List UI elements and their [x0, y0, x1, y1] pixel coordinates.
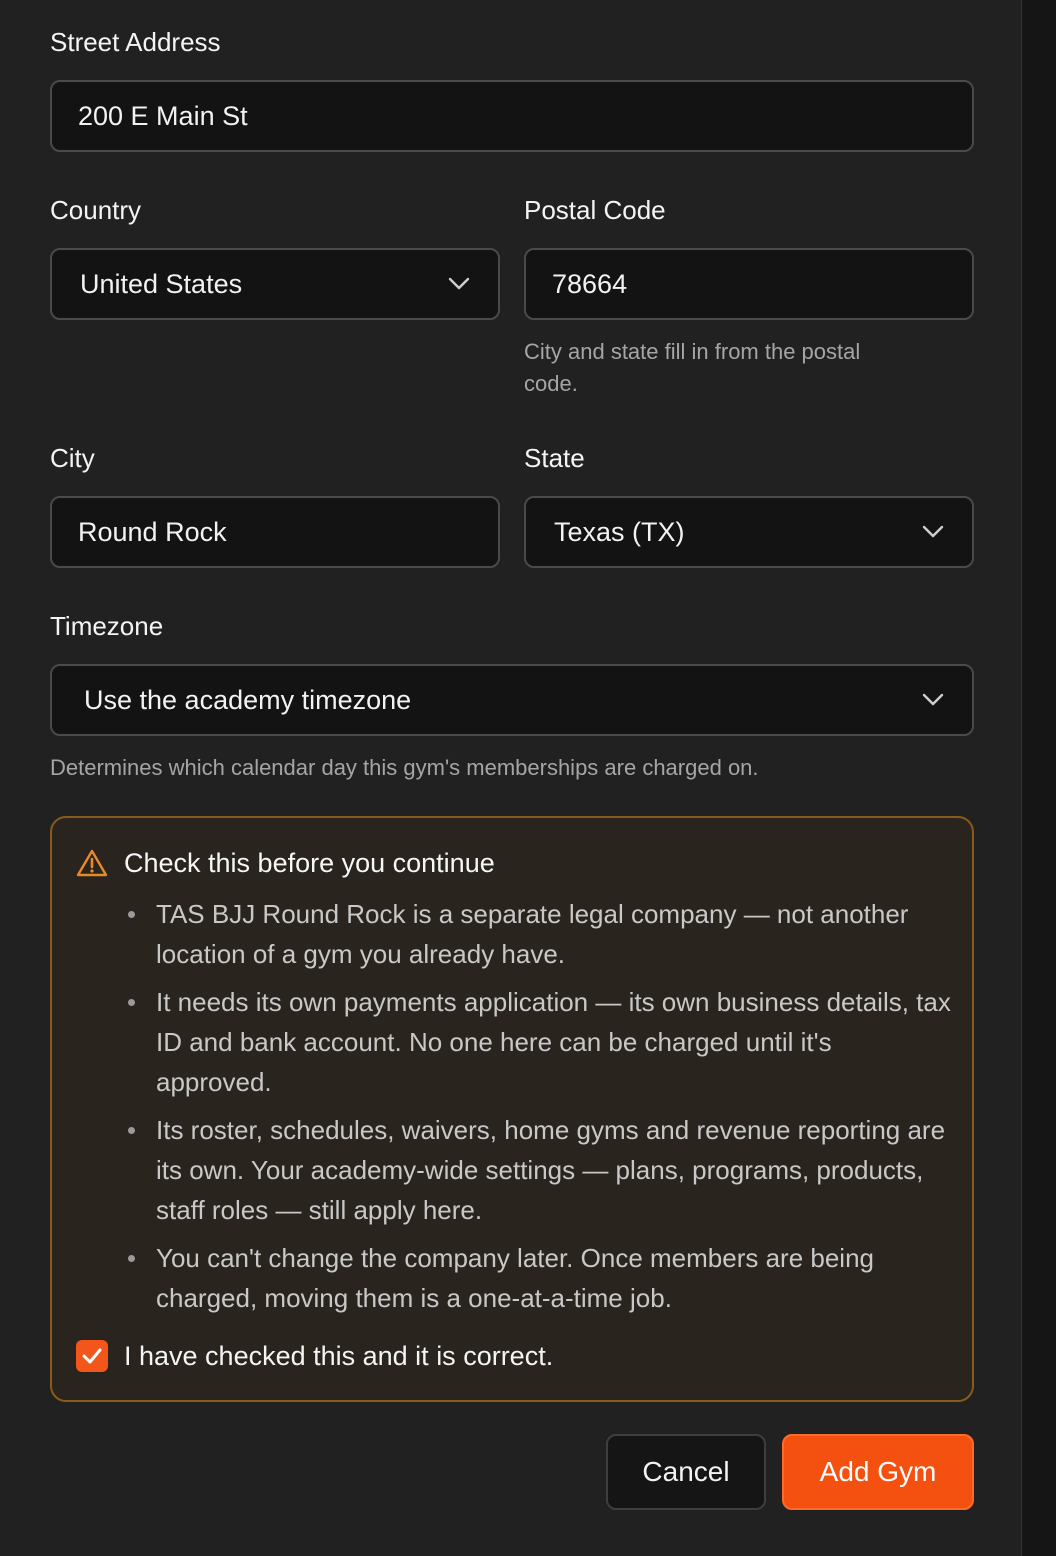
state-value: Texas (TX): [554, 516, 685, 547]
timezone-hint: Determines which calendar day this gym's memberships are charged on.: [50, 755, 759, 780]
city-label: City: [50, 443, 95, 473]
street-address-label: Street Address: [50, 27, 221, 57]
timezone-label: Timezone: [50, 611, 164, 641]
chevron-down-icon: [922, 525, 944, 539]
postal-code-hint-line-2: code.: [524, 371, 578, 396]
warning-bullet-list: [124, 894, 954, 1326]
postal-code-label: Postal Code: [524, 195, 666, 225]
country-value: United States: [80, 268, 243, 299]
warning-triangle-icon: [76, 848, 108, 878]
warning-bullet: TAS BJJ Round Rock is a separate legal company — not another location of a gym you already have.: [124, 894, 954, 974]
add-gym-button[interactable]: Add Gym: [782, 1434, 974, 1510]
state-label: State: [524, 443, 585, 473]
country-select[interactable]: [50, 248, 500, 320]
cancel-button[interactable]: Cancel: [606, 1434, 766, 1510]
warning-bullet: Its roster, schedules, waivers, home gyms and revenue reporting are its own. Your academy-wide settings — plans, programs, products, staff roles — still apply here.: [124, 1110, 954, 1230]
state-select[interactable]: [524, 496, 974, 568]
checkmark-icon: [81, 1347, 103, 1365]
timezone-select[interactable]: [50, 664, 974, 736]
street-address-value: 200 E Main St: [78, 100, 248, 131]
warning-callout: [50, 816, 974, 1402]
confirm-row: [76, 1340, 553, 1372]
city-value: Round Rock: [78, 516, 227, 547]
postal-code-input[interactable]: [524, 248, 974, 320]
country-label: Country: [50, 195, 142, 225]
postal-code-hint-line-1: City and state fill in from the postal: [524, 339, 861, 364]
warning-bullet: You can't change the company later. Once members are being charged, moving them is a one-at-a-time job.: [124, 1238, 954, 1318]
confirm-checkbox[interactable]: [76, 1340, 108, 1372]
warning-bullet: It needs its own payments application — its own business details, tax ID and bank account. No one here can be charged until it's approved.: [124, 982, 954, 1102]
timezone-value: Use the academy timezone: [84, 684, 412, 715]
city-input[interactable]: [50, 496, 500, 568]
warning-title: Check this before you continue: [124, 848, 495, 878]
postal-code-value: 78664: [552, 268, 628, 299]
chevron-down-icon: [922, 693, 944, 707]
chevron-down-icon: [448, 277, 470, 291]
confirm-label[interactable]: I have checked this and it is correct.: [124, 1340, 554, 1371]
street-address-input[interactable]: [50, 80, 974, 152]
